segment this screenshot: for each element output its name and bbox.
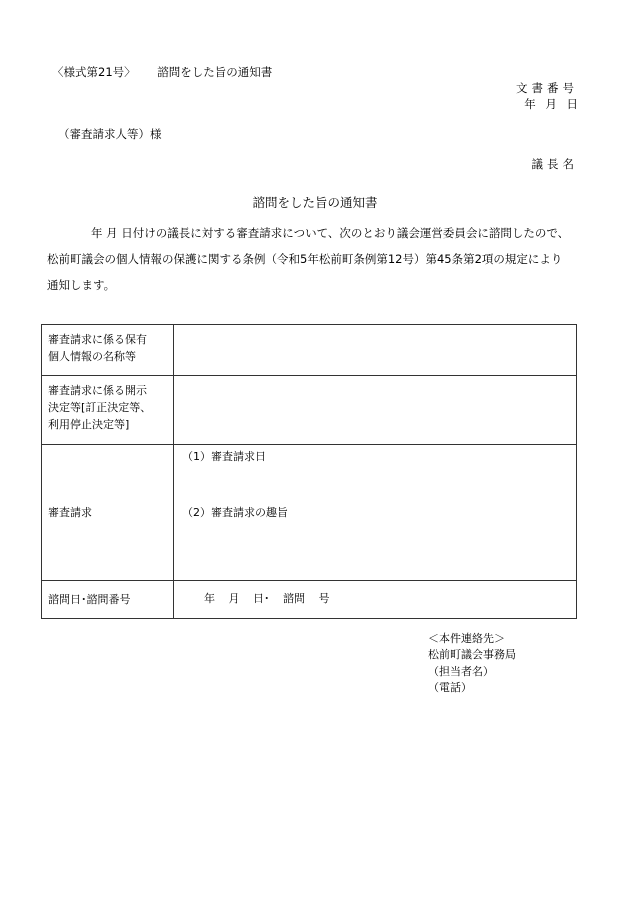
information-table bbox=[41, 324, 577, 619]
label-text: 審査請求に係る保有 bbox=[48, 333, 147, 346]
contact-person: （担当者名） bbox=[428, 664, 494, 678]
body-line-2: 松前町議会の個人情報の保護に関する条例（令和5年松前町条例第12号）第45条第2項の規定により bbox=[47, 251, 563, 266]
label-text: 決定等[訂正決定等、 bbox=[48, 401, 152, 415]
label-text: 審査請求に係る開示 bbox=[48, 384, 147, 397]
label-text: 審査請求 bbox=[48, 505, 92, 519]
label-text: 個人情報の名称等 bbox=[48, 350, 136, 364]
sender-name: 議長名 bbox=[531, 157, 578, 171]
request-date-item: （1）審査請求日 bbox=[182, 450, 266, 463]
table-label-cell bbox=[42, 325, 174, 376]
form-number: 〈様式第21号〉 bbox=[52, 65, 136, 79]
table-label-cell bbox=[42, 445, 174, 581]
table-value-cell[interactable] bbox=[174, 376, 577, 445]
document-date: 年 月 日 bbox=[524, 97, 578, 111]
request-purpose-item: （2）審査請求の趣旨 bbox=[182, 506, 288, 519]
page-title: 諮問をした旨の通知書 bbox=[252, 195, 378, 210]
table-row bbox=[42, 325, 577, 376]
table-row bbox=[42, 581, 577, 619]
body-line-1: 年 月 日付けの議長に対する審査請求について、次のとおり議会運営委員会に諮問したので、 bbox=[91, 226, 570, 240]
form-title: 諮問をした旨の通知書 bbox=[157, 65, 273, 79]
table-value-cell[interactable] bbox=[174, 445, 577, 581]
table-label-cell bbox=[42, 376, 174, 445]
document-number: 文書番号 bbox=[516, 81, 578, 95]
contact-office: 松前町議会事務局 bbox=[428, 648, 516, 662]
contact-heading: ＜本件連絡先＞ bbox=[428, 632, 505, 645]
label-text: 利用停止決定等] bbox=[48, 418, 130, 432]
contact-phone: （電話） bbox=[428, 680, 472, 694]
contact-block bbox=[428, 631, 516, 696]
form-number-line bbox=[52, 65, 272, 79]
table-label-cell bbox=[42, 581, 174, 619]
table-value-cell[interactable] bbox=[174, 581, 577, 619]
inquiry-date-number: 年 月 日･ 諮問 号 bbox=[204, 592, 330, 605]
body-line-3: 通知します。 bbox=[47, 277, 116, 292]
table-row bbox=[42, 376, 577, 445]
label-text: 諮問日･諮問番号 bbox=[48, 592, 131, 606]
table-row bbox=[42, 445, 577, 581]
table-value-cell[interactable] bbox=[174, 325, 577, 376]
body-paragraph bbox=[47, 221, 587, 299]
addressee: （審査請求人等）様 bbox=[58, 127, 162, 141]
